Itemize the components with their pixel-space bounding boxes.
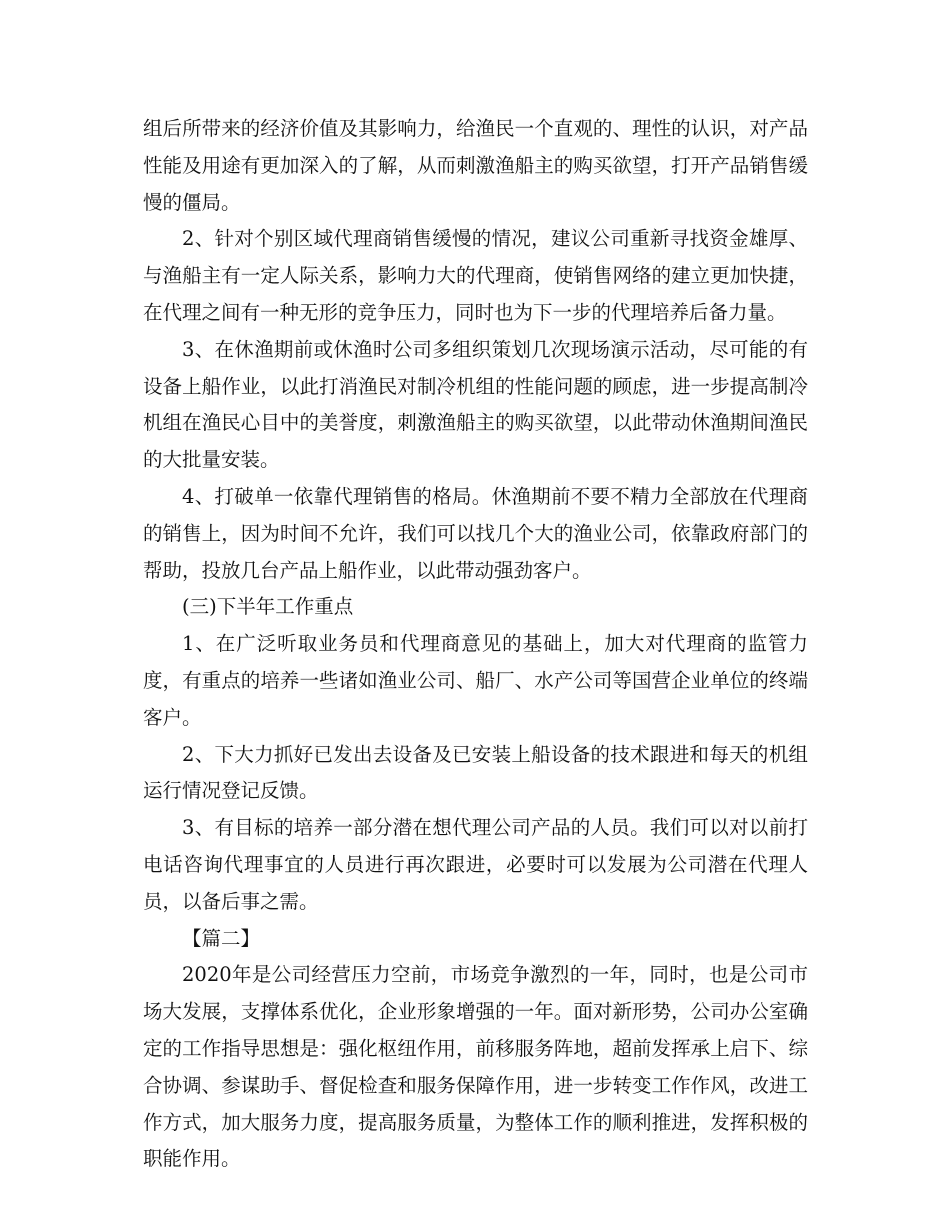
paragraph-part-two: 2020年是公司经营压力空前，市场竞争激烈的一年，同时，也是公司市场大发展，支撑体系优化，企业形象增强的一年。面对新形势，公司办公室确定的工作指导思想是：强化枢纽作用，前移服务阵地，超前发挥承上启下、综合协调、参谋助手、督促检查和服务保障作用，进一步转变工作作风，改进工作方式，加大服务力度，提高服务质量，为整体工作的顺利推进，发挥积极的职能作用。 [143, 963, 808, 1171]
section-heading: (三)下半年工作重点 [182, 595, 354, 619]
paragraph-item-4: 4、打破单一依靠代理销售的格局。休渔期前不要不精力全部放在代理商的销售上，因为时间不允许，我们可以找几个大的渔业公司，依靠政府部门的帮助，投放几台产品上船作业，以此带动强劲客户。 [143, 484, 808, 582]
paragraph-focus-2: 2、下大力抓好已发出去设备及已安装上船设备的技术跟进和每天的机组运行情况登记反馈。 [143, 742, 808, 803]
document-page [143, 111, 808, 1178]
paragraph-focus-1: 1、在广泛听取业务员和代理商意见的基础上，加大对代理商的监管力度，有重点的培养一些诸如渔业公司、船厂、水产公司等国营企业单位的终端客户。 [143, 632, 808, 729]
paragraph-focus-3: 3、有目标的培养一部分潜在想代理公司产品的人员。我们可以对以前打电话咨询代理事宜的人员进行再次跟进，必要时可以发展为公司潜在代理人员，以备后事之需。 [143, 816, 808, 913]
paragraph-continued: 组后所带来的经济价值及其影响力，给渔民一个直观的、理性的认识，对产品性能及用途有更加深入的了解，从而刺激渔船主的购买欲望，打开产品销售缓慢的僵局。 [143, 117, 808, 214]
paragraph-item-3: 3、在休渔期前或休渔时公司多组织策划几次现场演示活动，尽可能的有设备上船作业，以此打消渔民对制冷机组的性能问题的顾虑，进一步提高制冷机组在渔民心目中的美誉度，刺激渔船主的购买欲望，以此带动休渔期间渔民的大批量安装。 [143, 337, 808, 472]
paragraph-item-2: 2、针对个别区域代理商销售缓慢的情况，建议公司重新寻找资金雄厚、与渔船主有一定人际关系，影响力大的代理商，使销售网络的建立更加快捷，在代理之间有一种无形的竞争压力，同时也为下一步的代理培养后备力量。 [143, 227, 808, 324]
part-heading: 【篇二】 [182, 926, 261, 950]
